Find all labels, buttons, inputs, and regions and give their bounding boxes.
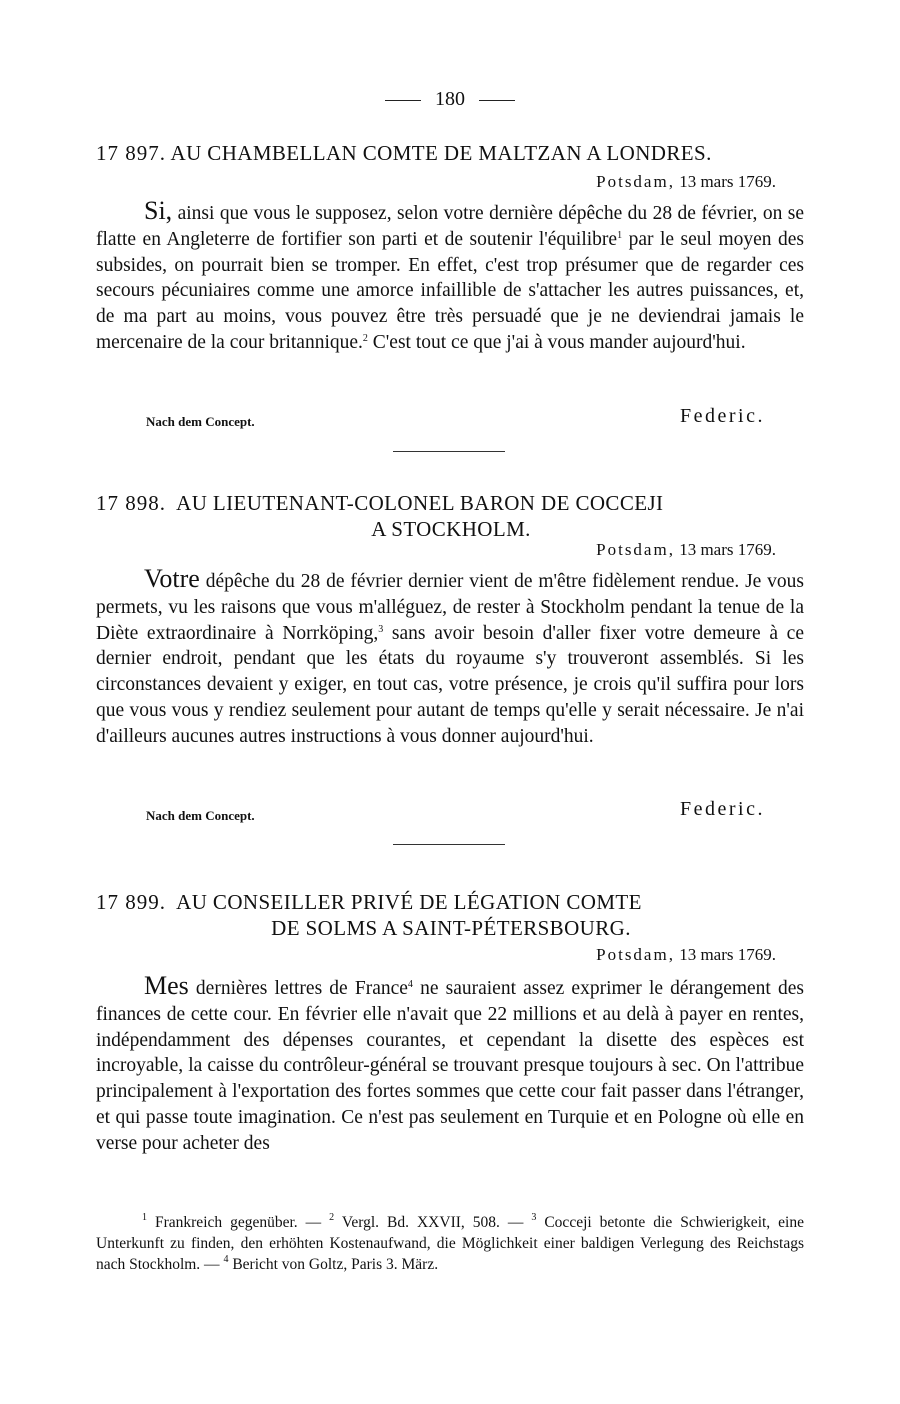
section-divider: [393, 451, 505, 452]
letter-place-date: [596, 172, 776, 192]
footnote-marker: 2: [362, 332, 368, 344]
letter-signature: Federic.: [680, 798, 765, 820]
letter-signature: Federic.: [680, 405, 765, 427]
footnotes: [96, 1212, 804, 1275]
letter-heading-17897: [96, 140, 806, 166]
first-word: Votre: [144, 564, 200, 593]
letter-text: dernières lettres de France: [188, 978, 408, 999]
letter-text: C'est tout ce que j'ai à vous mander aujourd'hui.: [367, 331, 746, 353]
letter-title: AU CHAMBELLAN COMTE DE MALTZAN A LONDRES.: [170, 141, 712, 165]
letter-heading-17898: [96, 490, 806, 542]
letter-text: dépêche du 28 de février dernier vient de m'être fidèlement rendue. Je vous permets, vu les raisons que vous m'alléguez, de rester à Stockholm pendant la tenue de la Diète extraordinaire à Norrköping,: [96, 571, 804, 644]
footnote-marker: 1: [617, 229, 623, 241]
first-word: Mes: [144, 971, 189, 1000]
footnote-number: 3: [531, 1212, 537, 1223]
letter-title-line2: DE SOLMS A SAINT-PÉTERSBOURG.: [271, 916, 631, 940]
letter-text: sans avoir besoin d'aller fixer votre demeure à ce dernier endroit, pendant que les états du royaume s'y trouveront assemblés. Si les circonstances devaient y exiger, en tout cas, votre présence, je crois qu'il suffira pour lors que vous vous y rendiez seulement pour autant de temps qu'elle y serait nécessaire. Je n'ai d'ailleurs aucunes autres instructions à vous donner aujourd'hui.: [96, 622, 804, 747]
footnote-text: Vergl. Bd. XXVII, 508. —: [334, 1214, 532, 1231]
letter-title-line2: A STOCKHOLM.: [371, 517, 531, 541]
letter-date: 13 mars 1769.: [679, 945, 776, 964]
letter-text: ne sauraient assez exprimer le dérangement des finances de cette cour. En février elle n'avait que 22 millions et au delà à payer en rentes, indépendamment des dépenses courantes, et cependant la disette des espèces est incroyable, la caisse du contrôleur-général se trouvant presque toujours à sec. On l'attribue principalement à l'exportation des fortes sommes que cette cour fait passer dans l'étranger, et qui passe toute imagination. Ce n'est pas seulement en Turquie et en Pologne où elle en verse pour acheter des: [96, 978, 804, 1154]
letter-place: Potsdam,: [596, 172, 675, 191]
footnote-marker: 3: [378, 623, 384, 635]
letter-place: Potsdam,: [596, 945, 675, 964]
letter-date: 13 mars 1769.: [679, 540, 776, 559]
letter-text: ainsi que vous le supposez, selon votre dernière dépêche du 28 de février, on se flatte en Angleterre de fortifier son parti et de soutenir l'équilibre: [96, 203, 804, 250]
letter-text: par le seul moyen des subsides, on pourrait bien se tromper. En effet, c'est trop présumer que de regarder ces secours pécuniaires comme une amorce infaillible de s'attacher les autres puissances, et, de ma part au moins, vous pouvez être très persuadé que je ne deviendrai jamais le mercenaire de la cour britannique.: [96, 228, 805, 353]
letter-place-date: [596, 540, 776, 560]
page-number-dash-left: [385, 100, 421, 101]
page-number: [0, 88, 900, 111]
footnote-marker: 4: [407, 979, 413, 990]
footnote-text: Cocceji betonte die Schwierigkeit, eine Unterkunft zu finden, den erhöhten Kostenaufwand, die Möglichkeit einer baldigen Verlegung des Reichstags nach Stockholm. —: [96, 1214, 804, 1273]
letter-body-17898: [96, 566, 804, 750]
footnote-number: 1: [142, 1212, 147, 1223]
letter-number: 17 898.: [96, 491, 166, 515]
letter-body-17897: [96, 198, 804, 356]
page-number-text: 180: [435, 88, 465, 110]
letter-body-17899: [96, 973, 804, 1157]
letter-date: 13 mars 1769.: [679, 172, 776, 191]
letter-title-line1: AU LIEUTENANT-COLONEL BARON DE COCCEJI: [176, 491, 664, 515]
footnote-number: 2: [329, 1212, 335, 1223]
footnote-number: 4: [223, 1254, 229, 1265]
letter-place: Potsdam,: [596, 540, 675, 559]
letter-number: 17 897.: [96, 141, 166, 165]
letter-source: Nach dem Concept.: [146, 808, 255, 823]
letter-source: Nach dem Concept.: [146, 414, 255, 429]
letter-number: 17 899.: [96, 890, 166, 914]
page-number-dash-right: [479, 100, 515, 101]
first-word: Si,: [144, 196, 173, 225]
letter-heading-17899: [96, 889, 806, 941]
footnote-text: Frankreich gegenüber. —: [147, 1214, 330, 1231]
letter-title-line1: AU CONSEILLER PRIVÉ DE LÉGATION COMTE: [176, 890, 642, 914]
letter-place-date: [596, 945, 776, 965]
section-divider: [393, 844, 505, 845]
footnote-text: Bericht von Goltz, Paris 3. März.: [228, 1256, 439, 1273]
